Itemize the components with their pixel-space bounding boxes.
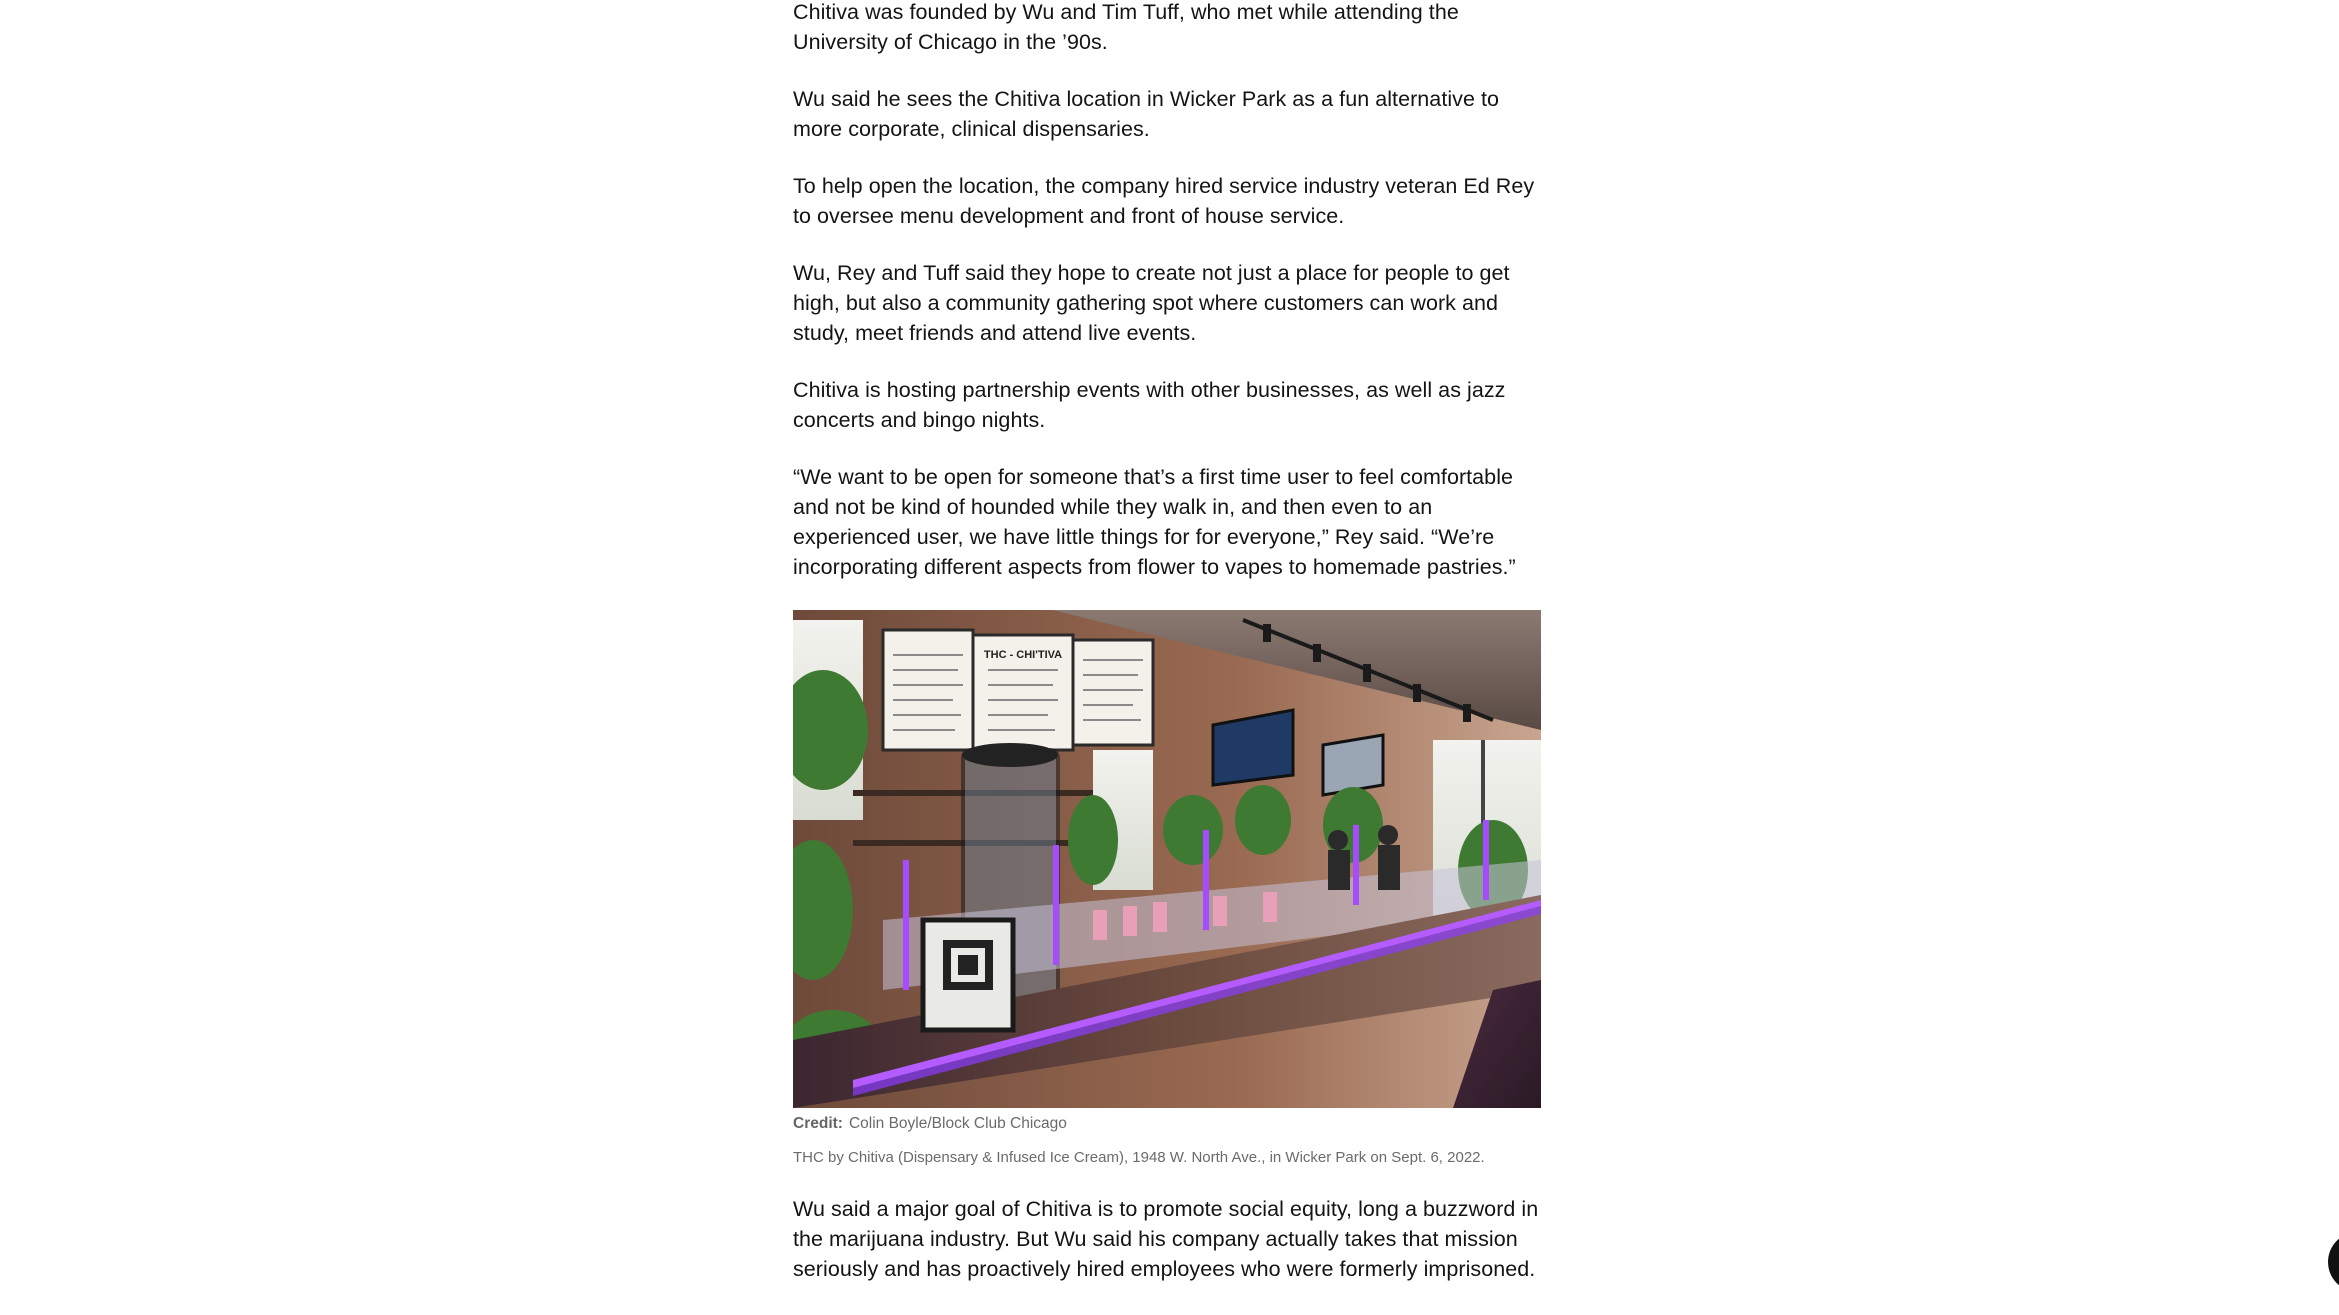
floating-widget-button[interactable] [2328,1232,2339,1292]
article-paragraph: To help open the location, the company hired service industry veteran Ed Rey to oversee menu development and front of house service. [793,174,1535,228]
article-paragraph: Wu said a major goal of Chitiva is to promote social equity, long a buzzword in the marijuana industry. But Wu said his company actually takes that mission seriously and has proactively hired employees who were formerly imprisoned. [793,1197,1539,1281]
credit-text: Colin Boyle/Block Club Chicago [848,1115,1067,1132]
menu-sign-text: THC - CHI'TIVA [983,649,1063,661]
article-paragraph: “We want to be open for someone that’s a first time user to feel comfortable and not be kind of hounded while they walk in, and then even to an experienced user, we have little things for for everyone,” Rey said. “We’re incorporating different aspects from flower to vapes to homemade pastries.” [793,465,1516,579]
dispensary-interior-image [793,610,1541,1108]
article-paragraph: Chitiva is hosting partnership events with other businesses, as well as jazz concerts and bingo nights. [793,378,1506,432]
photo-credit [793,1113,1067,1135]
article-paragraph: Wu said he sees the Chitiva location in Wicker Park as a fun alternative to more corporate, clinical dispensaries. [793,87,1500,141]
photo-caption: THC by Chitiva (Dispensary & Infused Ice Cream), 1948 W. North Ave., in Wicker Park on Sept. 6, 2022. [793,1149,1485,1166]
credit-label: Credit: [793,1115,843,1132]
article-paragraph: Wu, Rey and Tuff said they hope to create not just a place for people to get high, but also a community gathering spot where customers can work and study, meet friends and attend live events. [793,261,1510,345]
article-paragraph: Chitiva was founded by Wu and Tim Tuff, who met while attending the University of Chicago in the ’90s. [793,0,1459,54]
article-photo [793,610,1541,1108]
